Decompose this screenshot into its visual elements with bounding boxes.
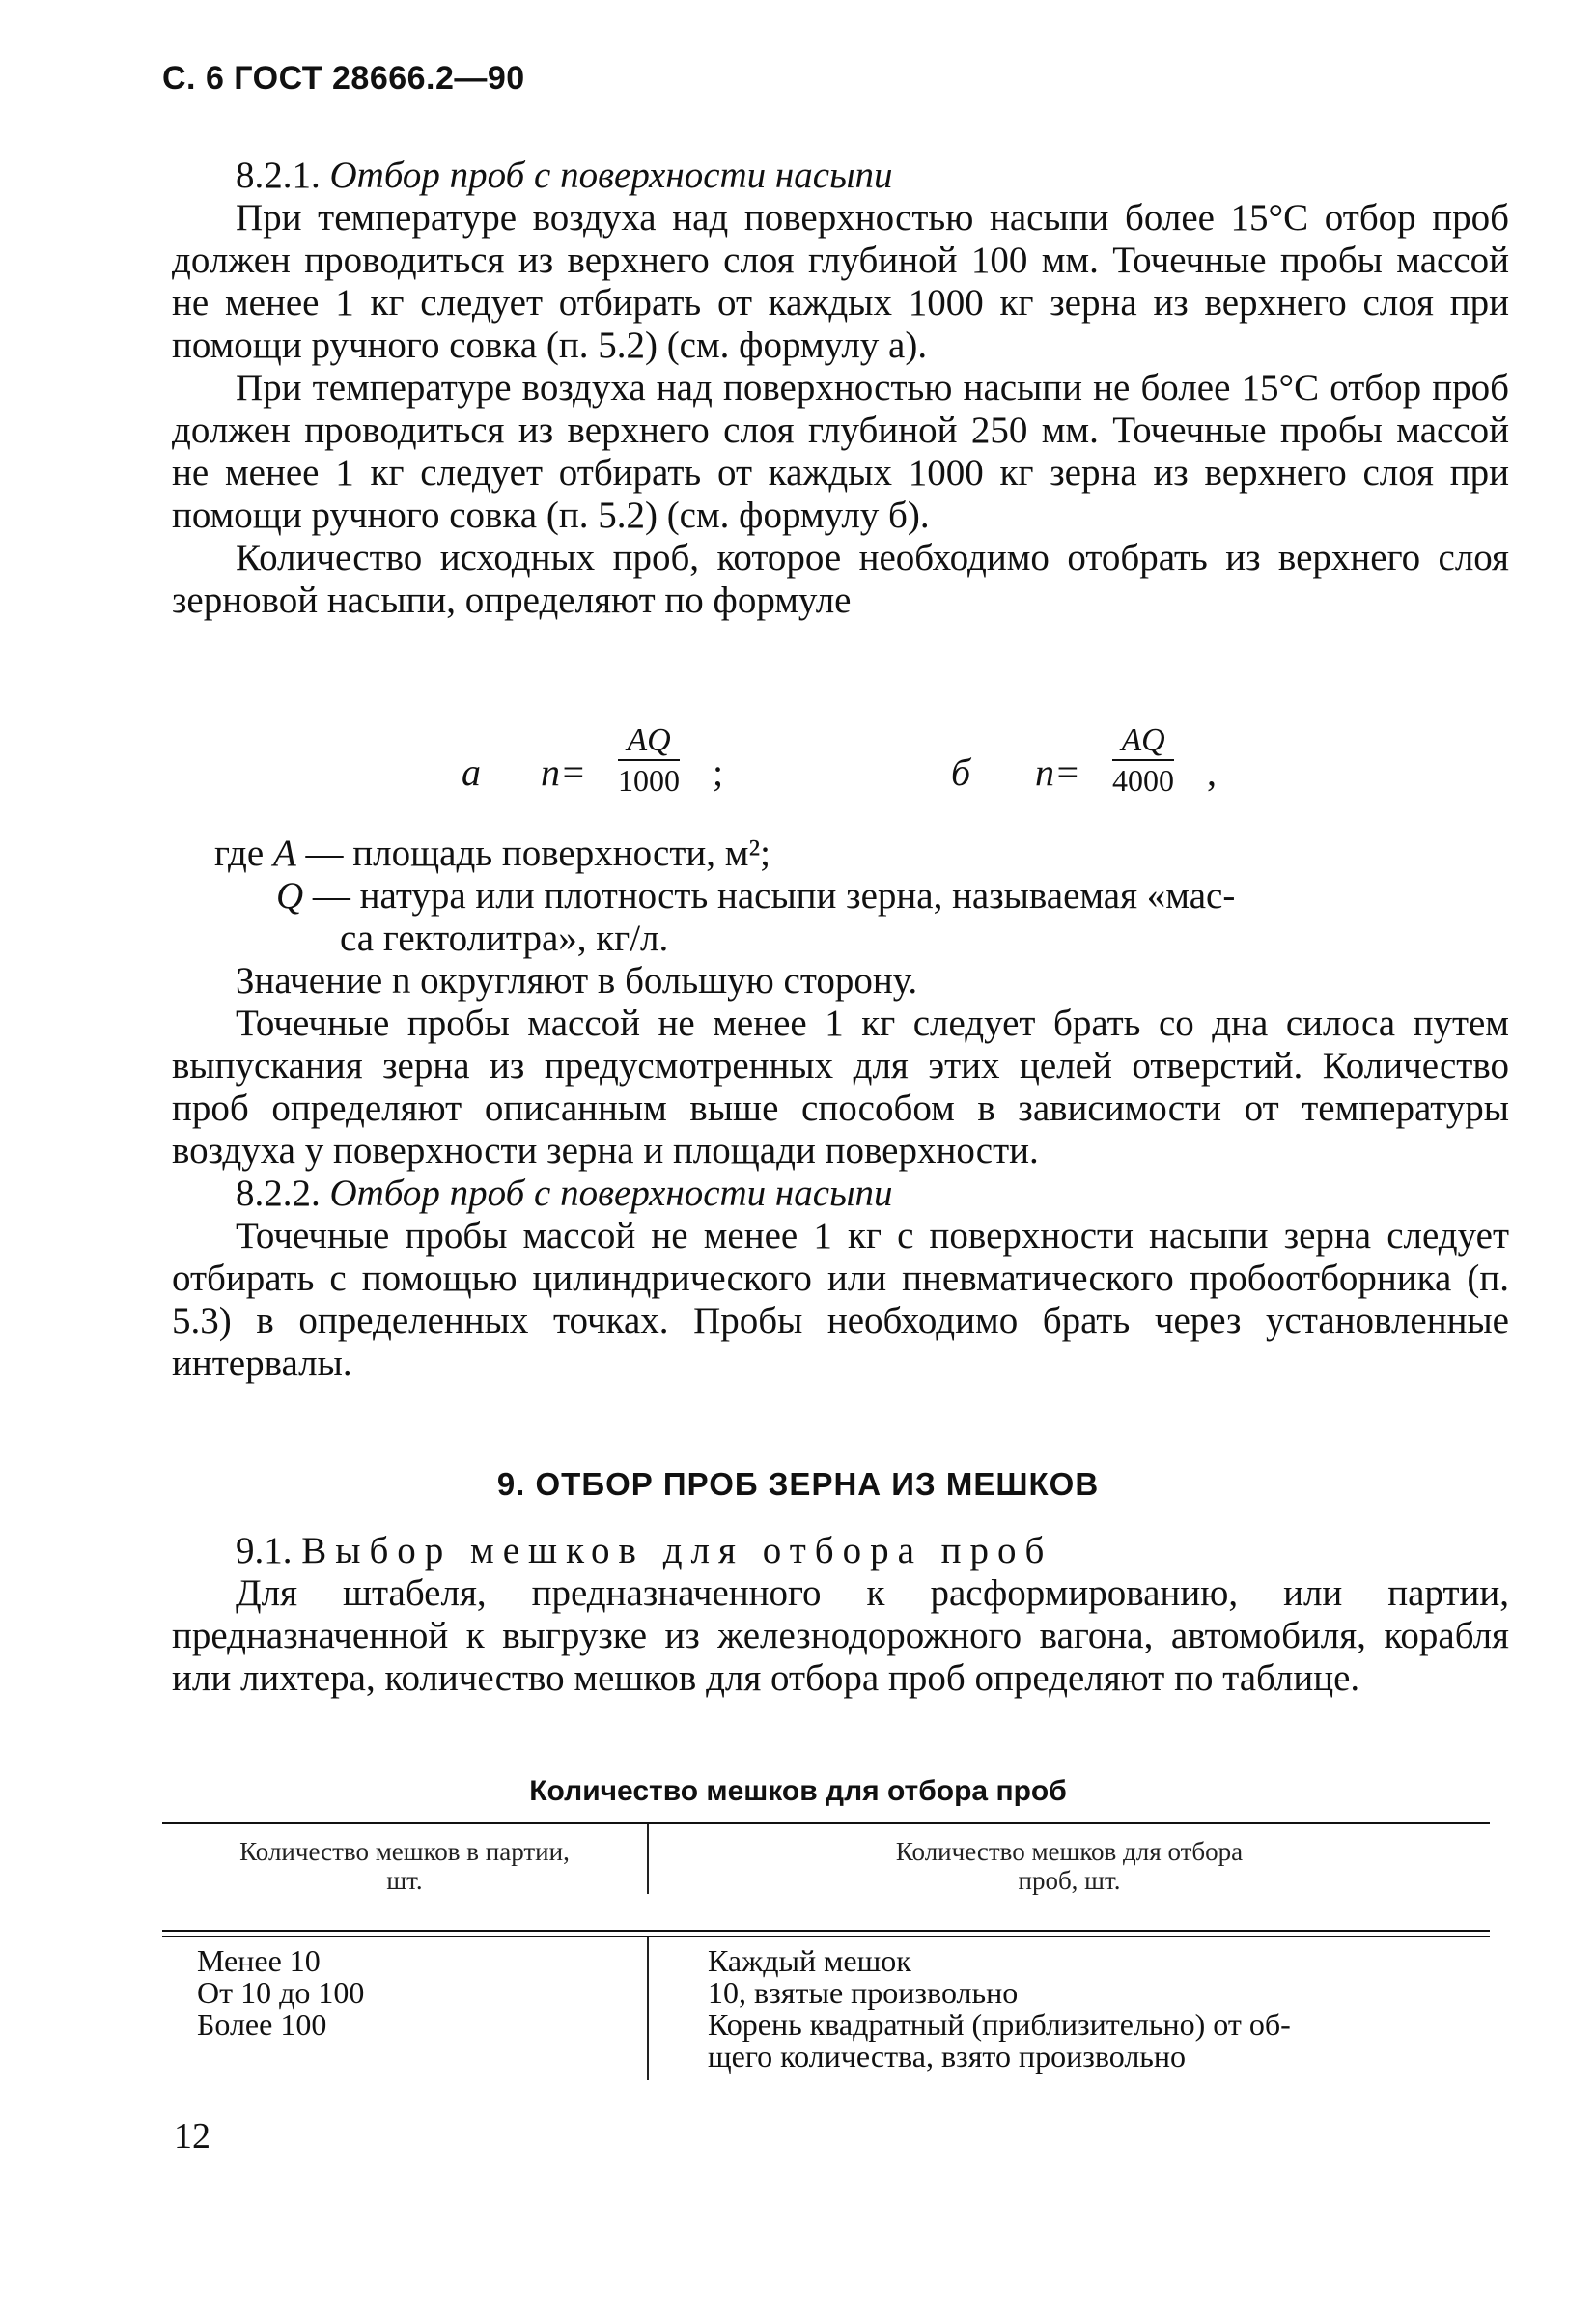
table-cell: Корень квадратный (приблизительно) от об- [708,2007,1291,2042]
table-cell-continued: щего количества, взято произвольно [708,2039,1187,2074]
header-rule [162,1930,1490,1932]
subsection-heading [172,155,1509,197]
column-header-left-line2: шт. [386,1866,423,1895]
column-right-values [708,1945,1480,2073]
column-header-right-line2: проб, шт. [1018,1866,1121,1895]
paragraph: При температуре воздуха над поверхностью насыпи более 15°С отбор проб должен проводиться из верхнего слоя глубиной 100 мм. Точечные пробы массой не менее 1 кг следует отбирать от каждых 1000 кг зерна из верхнего слоя при помощи ручного совка (п. 5.2) (см. формулу а). [172,197,1509,366]
formula-row [0,717,1596,823]
formula-a-denominator: 1000 [618,763,680,798]
definition-A-text: — площадь поверхности, м²; [305,833,770,874]
section-9-body [172,1530,1509,1700]
subsection-number: 9.1. [236,1530,293,1571]
formula-b-fraction [1112,722,1174,800]
page-number: 12 [174,2116,210,2157]
table-cell: Каждый мешок [708,1943,911,1978]
section-title: 9. ОТБОР ПРОБ ЗЕРНА ИЗ МЕШКОВ [496,1466,1100,1502]
variable-definitions [214,833,1508,960]
section-8-2-body [172,960,1509,1385]
column-left-values [197,1945,364,2041]
formula-b-lhs: n= [1035,750,1080,794]
header-rule-double [162,1936,1490,1937]
table-cell: Менее 10 [197,1943,321,1978]
column-header-right [649,1837,1490,1895]
subsection-title: Отбор проб с поверхности насыпи [329,1173,893,1214]
symbol-A: A [272,833,296,874]
subsection-title: Отбор проб с поверхности насыпи [329,155,893,196]
subsection-number: 8.2.2. [236,1173,321,1214]
page-header: С. 6 ГОСТ 28666.2—90 [162,60,525,97]
subsection-heading [172,1173,1509,1215]
symbol-Q: Q [276,875,304,917]
table-cell: 10, взятые произвольно [708,1975,1019,2010]
section-8-2-1 [172,155,1509,622]
where-word: где [214,833,265,874]
body-divider [647,1937,649,2080]
subsection-title: Выбор мешков для отбора проб [301,1530,1053,1571]
paragraph: Значение n округляют в большую сторону. [236,960,918,1002]
table-caption: Количество мешков для отбора проб [529,1775,1067,1807]
formula-b-denominator: 4000 [1112,763,1174,798]
table-cell: Более 100 [197,2007,327,2042]
paragraph: Количество исходных проб, которое необходимо отобрать из верхнего слоя зерновой насыпи, определяют по формуле [172,537,1509,621]
formula-a-fraction [618,722,680,800]
subsection-heading [172,1530,1509,1572]
definition-Q [214,875,1508,918]
paragraph: Точечные пробы массой не менее 1 кг следует брать со дна силоса путем выпускания зерна из предусмотренных для этих целей отверстий. Количество проб определяют описанным выше способом в зависимости от температуры воздуха у поверхности зерна и площади поверхности. [172,1003,1509,1172]
subsection-number: 8.2.1. [236,155,321,196]
formula-a-lhs: n= [541,750,586,794]
definition-Q-text: — натура или плотность насыпи зерна, называемая «мас- [312,875,1236,917]
definition-A [214,833,1508,875]
column-header-left [162,1837,647,1895]
formula-b-punct: , [1207,750,1217,794]
table-cell: От 10 до 100 [197,1975,365,2010]
formula-b-numerator: AQ [1112,722,1174,761]
definition-Q-continued [214,918,1508,960]
table-top-rule [162,1822,1490,1824]
formula-a-punct: ; [713,750,724,794]
column-header-left-line1: Количество мешков в партии, [239,1837,570,1866]
formula-a-label: а [462,750,481,794]
paragraph: Для штабеля, предназначенного к расформированию, или партии, предназначенной к выгрузке из железнодорожного вагона, автомобиля, корабля или лихтера, количество мешков для отбора проб определяют по таблице. [172,1572,1509,1699]
paragraph: Точечные пробы массой не менее 1 кг с поверхности насыпи зерна следует отбирать с помощью цилиндрического или пневматического пробоотборника (п. 5.3) в определенных точках. Пробы необходимо брать через установленные интервалы. [172,1215,1509,1384]
formula-a-numerator: AQ [618,722,680,761]
paragraph: При температуре воздуха над поверхностью насыпи не более 15°С отбор проб должен проводиться из верхнего слоя глубиной 250 мм. Точечные пробы массой не менее 1 кг следует отбирать от каждых 1000 кг зерна из верхнего слоя при помощи ручного совка (п. 5.2) (см. формулу б). [172,367,1509,536]
definition-Q-text-continued: са гектолитра», кг/л. [340,918,669,959]
column-header-right-line1: Количество мешков для отбора [895,1837,1244,1866]
formula-b-label: б [951,750,971,794]
